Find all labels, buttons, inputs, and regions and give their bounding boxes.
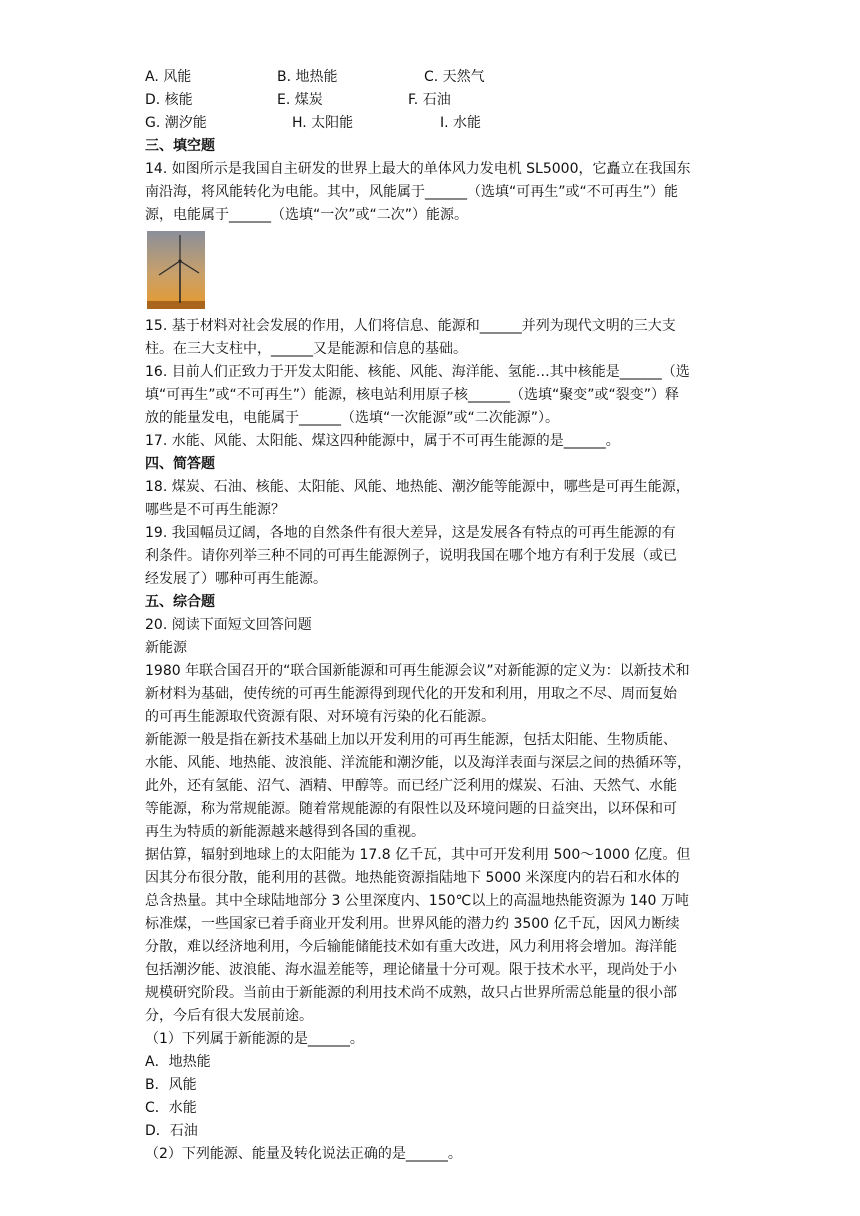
- question-intro: 20. 阅读下面短文回答问题: [145, 617, 312, 633]
- text-line: 分，今后有很大发展前途。: [145, 1008, 313, 1024]
- question-19: [145, 522, 723, 591]
- article-paragraph: [145, 729, 723, 844]
- page-content: [145, 66, 723, 1166]
- question-14: [145, 158, 723, 309]
- text-line: 的可再生能源取代资源有限、对环境有污染的化石能源。: [145, 709, 495, 725]
- text-line: 包括潮汐能、波浪能、海水温差能等，理论储量十分可观。限于技术水平，现尚处于小: [145, 962, 677, 978]
- text-line: 柱。在三大支柱中，______又是能源和信息的基础。: [145, 341, 467, 357]
- question-18: [145, 476, 723, 522]
- text-line: 19. 我国幅员辽阔，各地的自然条件有很大差异，这是发展各有特点的可再生能源的有: [145, 525, 676, 541]
- question-17: [145, 430, 723, 453]
- option-row: [145, 66, 723, 89]
- question-20: [145, 614, 723, 1166]
- text-line: 再生为特质的新能源越来越得到各国的重视。: [145, 824, 425, 840]
- text-line: 18. 煤炭、石油、核能、太阳能、风能、地热能、潮汐能等能源中，哪些是可再生能源，: [145, 479, 690, 495]
- option-row: [145, 89, 723, 112]
- choice-d: D．石油: [145, 1123, 198, 1139]
- sub-question-text: （1）下列属于新能源的是______。: [145, 1031, 364, 1047]
- text-line: 经发展了）哪种可再生能源。: [145, 571, 327, 587]
- question-16: [145, 361, 723, 430]
- text-line: 因其分布很分散，能利用的甚微。地热能资源指陆地下 5000 米深度内的岩石和水体的: [145, 870, 680, 886]
- option: I. 水能: [440, 115, 482, 131]
- section-heading-fill: 三、填空题: [145, 138, 215, 154]
- text-line: 南沿海，将风能转化为电能。其中，风能属于______（选填“可再生”或“不可再生”）能: [145, 184, 679, 200]
- text-line: 17. 水能、风能、太阳能、煤这四种能源中，属于不可再生能源的是______。: [145, 433, 620, 449]
- text-line: 14. 如图所示是我国自主研发的世界上最大的单体风力发电机 SL5000，它矗立在我国东: [145, 161, 691, 177]
- option: B. 地热能: [277, 69, 338, 85]
- option: F. 石油: [408, 92, 451, 108]
- article-paragraph: [145, 660, 723, 729]
- option: A. 风能: [145, 69, 192, 85]
- choice-b: B．风能: [145, 1077, 197, 1093]
- wind-turbine-image: [147, 231, 205, 309]
- text-line: 水能、风能、地热能、波浪能、洋流能和潮汐能，以及海洋表面与深层之间的热循环等，: [145, 755, 691, 771]
- sub-question-1: [145, 1028, 723, 1143]
- text-line: 此外，还有氢能、沼气、酒精、甲醇等。而已经广泛利用的煤炭、石油、天然气、水能: [145, 778, 677, 794]
- text-line: 总含热量。其中全球陆地部分 3 公里深度内、150℃以上的高温地热能资源为 140 万吨: [145, 893, 689, 909]
- text-line: 利条件。请你列举三种不同的可再生能源例子，说明我国在哪个地方有利于发展（或已: [145, 548, 677, 564]
- text-line: 标准煤，一些国家已着手商业开发利用。世界风能的潜力约 3500 亿千瓦，因风力断续: [145, 916, 680, 932]
- sub-question-text: （2）下列能源、能量及转化说法正确的是______。: [145, 1146, 462, 1162]
- sub-question-2: [145, 1143, 723, 1166]
- section-heading-short: 四、简答题: [145, 456, 215, 472]
- text-line: 据估算，辐射到地球上的太阳能为 17.8 亿千瓦，其中可开发利用 500～1000 亿度。但: [145, 847, 691, 863]
- text-line: 规模研究阶段。当前由于新能源的利用技术尚不成熟，故只占世界所需总能量的很小部: [145, 985, 677, 1001]
- text-line: 新能源一般是指在新技术基础上加以开发利用的可再生能源，包括太阳能、生物质能、: [145, 732, 677, 748]
- option: G. 潮汐能: [145, 115, 207, 131]
- text-line: 分散，难以经济地利用，今后输能储能技术如有重大改进，风力利用将会增加。海洋能: [145, 939, 677, 955]
- text-line: 源，电能属于______（选填“一次”或“二次”）能源。: [145, 207, 469, 223]
- question-15: [145, 315, 723, 361]
- text-line: 哪些是不可再生能源？: [145, 502, 285, 518]
- option: D. 核能: [145, 92, 193, 108]
- option-row: [145, 112, 723, 135]
- choice-c: C．水能: [145, 1100, 197, 1116]
- article-title: 新能源: [145, 640, 187, 656]
- wind-turbine-icon: [147, 231, 205, 309]
- text-line: 新材料为基础，使传统的可再生能源得到现代化的开发和利用，用取之不尽、周而复始: [145, 686, 677, 702]
- q13-options: [145, 66, 723, 135]
- option: C. 天然气: [424, 69, 485, 85]
- section-heading-comprehensive: 五、综合题: [145, 594, 215, 610]
- option: E. 煤炭: [277, 92, 323, 108]
- text-line: 放的能量发电，电能属于______（选填“一次能源”或“二次能源”）。: [145, 410, 560, 426]
- text-line: 填“可再生”或“不可再生”）能源，核电站利用原子核______（选填“聚变”或“裂变”）释: [145, 387, 680, 403]
- article-paragraph: [145, 844, 723, 1028]
- text-line: 1980 年联合国召开的“联合国新能源和可再生能源会议”对新能源的定义为：以新技术和: [145, 663, 690, 679]
- option: H. 太阳能: [292, 115, 354, 131]
- text-line: 等能源，称为常规能源。随着常规能源的有限性以及环境问题的日益突出，以环保和可: [145, 801, 677, 817]
- choice-a: A．地热能: [145, 1054, 211, 1070]
- text-line: 16. 目前人们正致力于开发太阳能、核能、风能、海洋能、氢能…其中核能是______（选: [145, 364, 690, 380]
- text-line: 15. 基于材料对社会发展的作用，人们将信息、能源和______并列为现代文明的三大支: [145, 318, 676, 334]
